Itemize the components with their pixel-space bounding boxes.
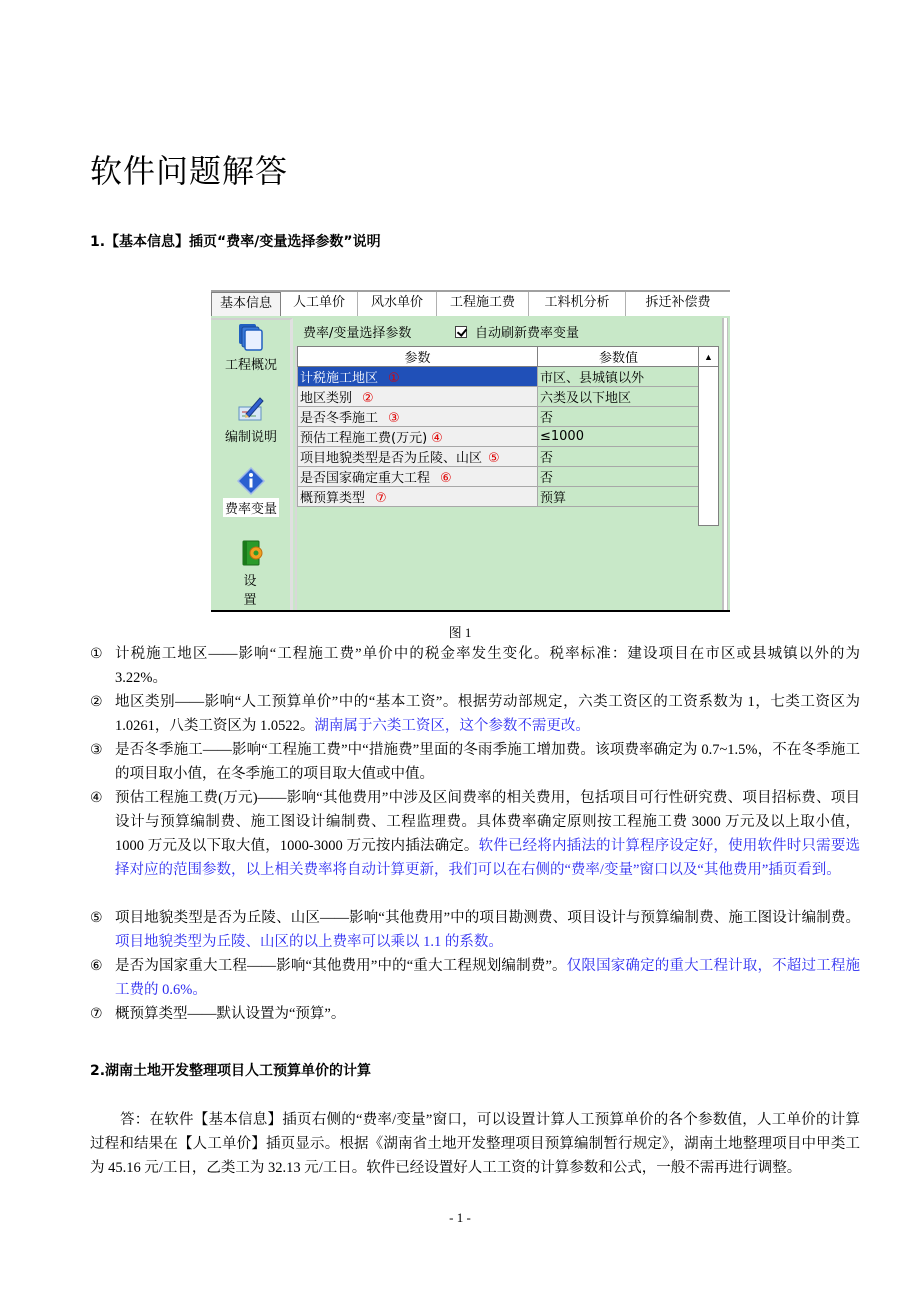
table-row[interactable] <box>298 487 722 507</box>
param-value[interactable]: 否 <box>538 407 700 427</box>
param-name: 概预算类型 <box>300 491 366 506</box>
note-item-3: ③ 是否冬季施工——影响“工程施工费”中“措施费”里面的冬雨季施工增加费。该项费率确定为 0.7~1.5%，不在冬季施工的项目取小值，在冬季施工的项目取大值或中值。 <box>90 742 860 782</box>
table-row[interactable] <box>298 467 722 487</box>
marker-1: ① <box>388 371 400 386</box>
table-row[interactable] <box>298 367 722 387</box>
table-row[interactable] <box>298 447 722 467</box>
note-item-2: ② 地区类别——影响“人工预算单价”中的“基本工资”。根据劳动部规定，六类工资区的工资系数为 1，七类工资区为 1.0261，八类工资区为 1.0522。湖南属于六类工资区，这个参数不需更改。 <box>90 694 860 734</box>
marker-2: ② <box>362 391 374 406</box>
section-1-heading: 1.【基本信息】插页“费率/变量选择参数”说明 <box>90 234 381 250</box>
param-name: 计税施工地区 <box>300 371 379 386</box>
marker-6: ⑥ <box>440 471 452 486</box>
figure-caption: 图 1 <box>448 625 472 640</box>
sidebar-label: 工程概况 <box>224 358 277 373</box>
note-item-1: ① 计税施工地区——影响“工程施工费”单价中的税金率发生变化。税率标准：建设项目在市区或县城镇以外的为 3.22%。 <box>90 646 860 686</box>
panel-splitter[interactable] <box>722 318 728 610</box>
param-name: 地区类别 <box>300 391 353 406</box>
sidebar-label: 编制说明 <box>224 430 277 445</box>
param-value[interactable]: 否 <box>538 467 700 487</box>
marker-4: ④ <box>431 431 443 446</box>
settings-book-icon <box>236 538 266 568</box>
tab-basic-info[interactable]: 基本信息 <box>211 292 281 316</box>
document-title: 软件问题解答 <box>90 152 289 190</box>
sidebar-item-project-overview[interactable] <box>211 322 291 374</box>
marker-5: ⑤ <box>488 451 500 466</box>
panel-title: 费率/变量选择参数 <box>303 326 412 341</box>
note-item-4: ④ 预估工程施工费(万元)——影响“其他费用”中涉及区间费率的相关费用，包括项目可行性研究费、项目招标费、项目设计与预算编制费、施工图设计编制费、工程监理费。具体费率确定原则按工程施工费 3000 万元及以上取小值，1000 万元及以下取大值，1000-3000 万元按内插法确定。软件已经将内插法的计算程序设定好，使用软件时只需要选择对应的范围参数，以上相关费率将自动计算更新，我们可以在右侧的“费率/变量”窗口以及“其他费用”插页看到。 <box>90 790 861 878</box>
sidebar-label: 设置 <box>243 574 275 608</box>
marker-7: ⑦ <box>375 491 387 506</box>
table-row[interactable] <box>298 427 722 447</box>
vertical-scrollbar[interactable] <box>698 346 719 526</box>
info-icon <box>236 466 266 496</box>
sidebar-label: 费率变量 <box>223 498 279 517</box>
param-name: 项目地貌类型是否为丘陵、山区 <box>300 451 483 466</box>
tab-wind-water-price[interactable]: 风水单价 <box>358 292 437 316</box>
tab-construction-cost[interactable]: 工程施工费 <box>437 292 529 316</box>
column-header-value[interactable]: 参数值 <box>538 347 700 367</box>
sidebar-item-settings[interactable] <box>211 538 291 609</box>
param-value[interactable]: 市区、县城镇以外 <box>538 367 700 387</box>
note-item-5: ⑤ 项目地貌类型是否为丘陵、山区——影响“其他费用”中的项目勘测费、项目设计与预算编制费、施工图设计编制费。项目地貌类型为丘陵、山区的以上费率可以乘以 1.1 的系数。 <box>90 910 860 950</box>
marker-3: ③ <box>388 411 400 426</box>
note-item-7: ⑦ 概预算类型——默认设置为“预算”。 <box>90 1006 346 1022</box>
auto-refresh-label: 自动刷新费率变量 <box>475 326 580 341</box>
auto-refresh-checkbox[interactable] <box>455 322 579 341</box>
sidebar-item-rate-variables[interactable] <box>211 466 291 518</box>
documents-icon <box>236 322 266 352</box>
sidebar-item-compilation-notes[interactable] <box>211 394 291 446</box>
sidebar <box>211 318 293 610</box>
edit-pen-icon <box>236 394 266 424</box>
parameter-grid-area <box>295 346 719 610</box>
tab-material-analysis[interactable]: 工料机分析 <box>529 292 626 316</box>
param-value[interactable]: 六类及以下地区 <box>538 387 700 407</box>
section-2-heading: 2.湖南土地开发整理项目人工预算单价的计算 <box>90 1063 372 1079</box>
tab-relocation-compensation[interactable]: 拆迁补偿费 <box>645 295 711 310</box>
column-header-param[interactable]: 参数 <box>298 347 538 367</box>
param-name: 是否冬季施工 <box>300 411 379 426</box>
parameter-grid <box>297 346 722 507</box>
page-number: - 1 - <box>449 1210 471 1225</box>
tab-labor-price[interactable]: 人工单价 <box>281 292 358 316</box>
param-value[interactable]: 预算 <box>538 487 700 507</box>
scroll-up-arrow-icon[interactable]: ▲ <box>699 347 718 367</box>
param-name: 预估工程施工费(万元) <box>300 431 428 446</box>
answer-paragraph: 答：在软件【基本信息】插页右侧的“费率/变量”窗口，可以设置计算人工预算单价的各个参数值，人工单价的计算过程和结果在【人工单价】插页显示。根据《湖南省土地开发整理项目预算编制暂行规定》，湖南土地整理项目中甲类工为 45.16 元/工日，乙类工为 32.13 元/工日。软件已经设置好人工工资的计算参数和公式，一般不需再进行调整。 <box>90 1112 860 1176</box>
param-value[interactable]: 否 <box>538 447 700 467</box>
tab-bar <box>211 290 730 316</box>
table-row[interactable] <box>298 407 722 427</box>
checkbox-checked-icon[interactable] <box>455 326 467 338</box>
table-row[interactable] <box>298 387 722 407</box>
note-item-6: ⑥ 是否为国家重大工程——影响“其他费用”中的“重大工程规划编制费”。仅限国家确定的重大工程计取，不超过工程施工费的 0.6%。 <box>90 958 860 998</box>
param-value[interactable]: ≤1000 <box>538 427 700 447</box>
param-name: 是否国家确定重大工程 <box>300 471 431 486</box>
app-screenshot <box>211 290 730 612</box>
